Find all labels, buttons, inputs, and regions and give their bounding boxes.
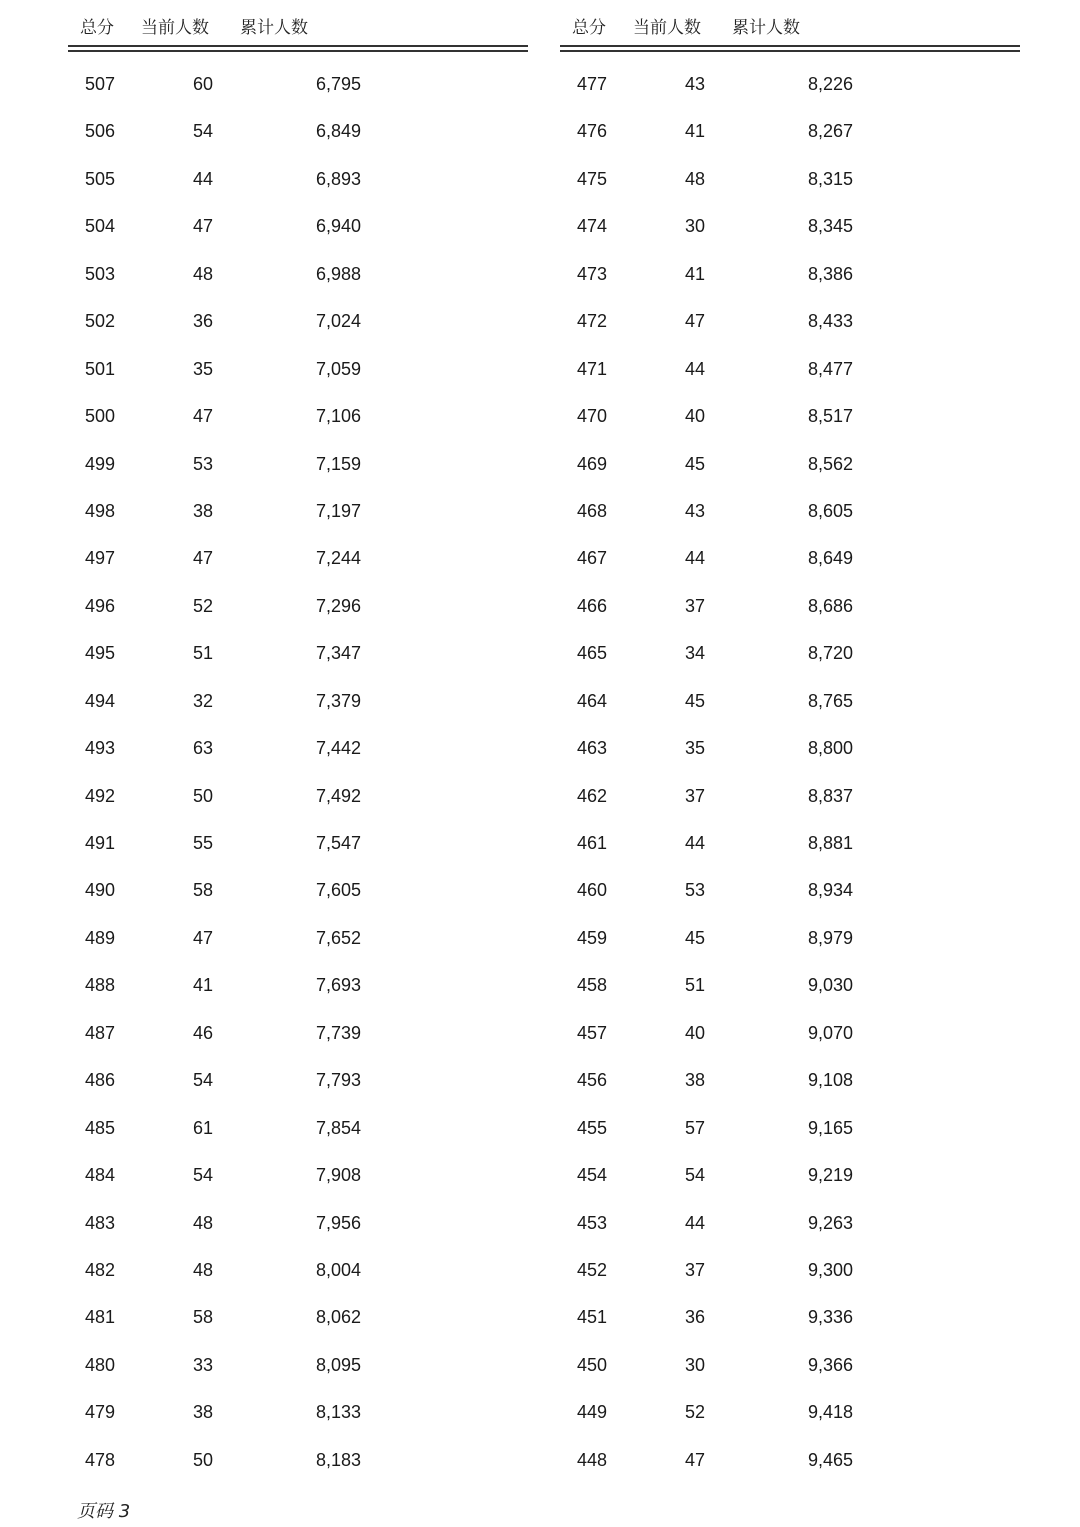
table-row <box>68 1058 528 1105</box>
cell-current-count: 47 <box>684 311 705 332</box>
cell-current-count: 61 <box>192 1117 213 1138</box>
page-number: 页码 3 <box>77 1501 131 1522</box>
cell-cumulative-count: 7,652 <box>315 927 361 948</box>
table-row <box>560 109 1020 156</box>
cell-cumulative-count: 8,062 <box>315 1307 361 1328</box>
header-cumulative-count: 累计人数 <box>240 18 308 38</box>
cell-current-count: 51 <box>192 643 213 664</box>
table-row <box>560 1248 1020 1295</box>
cell-score: 463 <box>577 738 608 759</box>
table-row <box>560 394 1020 441</box>
table-row <box>68 1343 528 1390</box>
cell-score: 505 <box>85 168 116 189</box>
cell-current-count: 37 <box>684 595 705 616</box>
table-row <box>68 109 528 156</box>
cell-current-count: 51 <box>684 975 705 996</box>
table-row <box>68 1153 528 1200</box>
table-row <box>68 1201 528 1248</box>
cell-cumulative-count: 7,908 <box>315 1165 361 1186</box>
table-row <box>68 584 528 631</box>
cell-cumulative-count: 7,197 <box>315 500 361 521</box>
cell-score: 470 <box>577 406 608 427</box>
cell-score: 483 <box>85 1212 116 1233</box>
cell-current-count: 41 <box>684 121 705 142</box>
cell-current-count: 63 <box>192 738 213 759</box>
header-rule-bottom <box>68 50 528 52</box>
cell-current-count: 58 <box>192 880 213 901</box>
cell-current-count: 41 <box>684 263 705 284</box>
cell-cumulative-count: 7,693 <box>315 975 361 996</box>
cell-cumulative-count: 7,793 <box>315 1070 361 1091</box>
header-score: 总分 <box>572 18 606 38</box>
cell-cumulative-count: 9,465 <box>807 1449 853 1470</box>
cell-current-count: 37 <box>684 1259 705 1280</box>
cell-score: 494 <box>85 690 116 711</box>
table-row <box>560 442 1020 489</box>
cell-current-count: 36 <box>192 311 213 332</box>
table-row <box>68 394 528 441</box>
cell-current-count: 37 <box>684 785 705 806</box>
cell-score: 473 <box>577 263 608 284</box>
table-row <box>560 536 1020 583</box>
score-table-right <box>560 0 1020 1470</box>
table-row <box>68 1438 528 1485</box>
cell-cumulative-count: 9,030 <box>807 975 853 996</box>
cell-current-count: 46 <box>192 1022 213 1043</box>
cell-cumulative-count: 9,418 <box>807 1402 853 1423</box>
cell-cumulative-count: 8,095 <box>315 1354 361 1375</box>
table-row <box>560 1058 1020 1105</box>
cell-score: 457 <box>577 1022 608 1043</box>
cell-current-count: 35 <box>684 738 705 759</box>
cell-score: 487 <box>85 1022 116 1043</box>
cell-current-count: 32 <box>192 690 213 711</box>
cell-score: 466 <box>577 595 608 616</box>
table-header <box>68 0 528 44</box>
score-table-left <box>68 0 528 1470</box>
cell-score: 480 <box>85 1354 116 1375</box>
cell-cumulative-count: 7,379 <box>315 690 361 711</box>
table-row <box>68 252 528 299</box>
cell-current-count: 52 <box>684 1402 705 1423</box>
cell-score: 482 <box>85 1259 116 1280</box>
cell-cumulative-count: 6,988 <box>315 263 361 284</box>
table-row <box>560 347 1020 394</box>
cell-cumulative-count: 9,070 <box>807 1022 853 1043</box>
table-row <box>560 916 1020 963</box>
cell-current-count: 47 <box>684 1449 705 1470</box>
cell-cumulative-count: 8,267 <box>807 121 853 142</box>
cell-current-count: 34 <box>684 643 705 664</box>
table-row <box>560 584 1020 631</box>
cell-current-count: 54 <box>192 1070 213 1091</box>
cell-score: 474 <box>577 216 608 237</box>
cell-score: 475 <box>577 168 608 189</box>
cell-cumulative-count: 8,315 <box>807 168 853 189</box>
cell-score: 493 <box>85 738 116 759</box>
cell-current-count: 40 <box>684 406 705 427</box>
cell-current-count: 45 <box>684 453 705 474</box>
cell-cumulative-count: 6,849 <box>315 121 361 142</box>
cell-score: 454 <box>577 1165 608 1186</box>
table-row <box>560 157 1020 204</box>
cell-current-count: 54 <box>192 1165 213 1186</box>
cell-cumulative-count: 7,605 <box>315 880 361 901</box>
cell-score: 460 <box>577 880 608 901</box>
cell-cumulative-count: 6,795 <box>315 74 361 94</box>
cell-cumulative-count: 7,739 <box>315 1022 361 1043</box>
cell-score: 485 <box>85 1117 116 1138</box>
cell-cumulative-count: 8,800 <box>807 738 853 759</box>
cell-cumulative-count: 7,024 <box>315 311 361 332</box>
table-row <box>68 489 528 536</box>
cell-cumulative-count: 7,059 <box>315 358 361 379</box>
cell-cumulative-count: 8,004 <box>315 1259 361 1280</box>
table-row <box>560 1390 1020 1437</box>
cell-score: 465 <box>577 643 608 664</box>
table-row <box>68 1295 528 1342</box>
table-row <box>68 631 528 678</box>
cell-score: 461 <box>577 833 608 853</box>
header-current-count: 当前人数 <box>141 18 209 38</box>
header-rule-bottom <box>560 50 1020 52</box>
cell-current-count: 50 <box>192 1449 213 1470</box>
cell-cumulative-count: 8,686 <box>807 595 853 616</box>
cell-current-count: 47 <box>192 216 213 237</box>
cell-current-count: 45 <box>684 690 705 711</box>
table-row <box>560 1343 1020 1390</box>
table-row <box>68 442 528 489</box>
cell-current-count: 48 <box>684 168 705 189</box>
cell-score: 459 <box>577 927 608 948</box>
cell-score: 492 <box>85 785 116 806</box>
cell-score: 499 <box>85 453 116 474</box>
cell-score: 471 <box>577 358 608 379</box>
cell-current-count: 44 <box>684 833 705 853</box>
cell-score: 501 <box>85 358 116 379</box>
cell-score: 503 <box>85 263 116 284</box>
cell-current-count: 40 <box>684 1022 705 1043</box>
cell-cumulative-count: 8,979 <box>807 927 853 948</box>
cell-score: 498 <box>85 500 116 521</box>
table-row <box>560 1011 1020 1058</box>
cell-score: 472 <box>577 311 608 332</box>
cell-score: 481 <box>85 1307 116 1328</box>
table-row <box>68 1011 528 1058</box>
cell-score: 467 <box>577 548 608 569</box>
cell-cumulative-count: 8,605 <box>807 500 853 521</box>
cell-cumulative-count: 7,347 <box>315 643 361 664</box>
header-cumulative-count: 累计人数 <box>732 18 800 38</box>
cell-current-count: 38 <box>192 1402 213 1423</box>
cell-score: 484 <box>85 1165 116 1186</box>
cell-score: 504 <box>85 216 116 237</box>
cell-current-count: 48 <box>192 1259 213 1280</box>
cell-current-count: 43 <box>684 500 705 521</box>
cell-cumulative-count: 7,296 <box>315 595 361 616</box>
cell-current-count: 35 <box>192 358 213 379</box>
cell-score: 500 <box>85 406 116 427</box>
cell-cumulative-count: 9,336 <box>807 1307 853 1328</box>
table-row <box>68 774 528 821</box>
table-row <box>68 62 528 109</box>
table-row <box>68 963 528 1010</box>
cell-score: 502 <box>85 311 116 332</box>
table-row <box>68 916 528 963</box>
table-row <box>560 726 1020 773</box>
header-rule-top <box>560 45 1020 47</box>
cell-cumulative-count: 9,108 <box>807 1070 853 1091</box>
table-row <box>68 1248 528 1295</box>
cell-current-count: 36 <box>684 1307 705 1328</box>
cell-score: 488 <box>85 975 116 996</box>
cell-score: 448 <box>577 1449 608 1470</box>
table-row <box>560 1106 1020 1153</box>
cell-current-count: 53 <box>192 453 213 474</box>
cell-cumulative-count: 7,442 <box>315 738 361 759</box>
cell-score: 469 <box>577 453 608 474</box>
table-row <box>68 868 528 915</box>
cell-current-count: 30 <box>684 216 705 237</box>
table-row <box>560 489 1020 536</box>
cell-cumulative-count: 7,547 <box>315 833 361 853</box>
table-row <box>560 1295 1020 1342</box>
table-row <box>68 536 528 583</box>
cell-score: 452 <box>577 1259 608 1280</box>
cell-cumulative-count: 8,433 <box>807 311 853 332</box>
header-rule-top <box>68 45 528 47</box>
table-row <box>68 821 528 868</box>
cell-score: 478 <box>85 1449 116 1470</box>
cell-current-count: 38 <box>684 1070 705 1091</box>
cell-cumulative-count: 8,517 <box>807 406 853 427</box>
cell-cumulative-count: 7,159 <box>315 453 361 474</box>
cell-cumulative-count: 8,720 <box>807 643 853 664</box>
cell-current-count: 60 <box>192 74 213 94</box>
cell-score: 458 <box>577 975 608 996</box>
table-row <box>68 1106 528 1153</box>
table-row <box>560 1438 1020 1485</box>
table-row <box>560 62 1020 109</box>
cell-score: 486 <box>85 1070 116 1091</box>
cell-current-count: 30 <box>684 1354 705 1375</box>
cell-score: 451 <box>577 1307 608 1328</box>
cell-current-count: 55 <box>192 833 213 853</box>
cell-current-count: 47 <box>192 927 213 948</box>
cell-cumulative-count: 8,345 <box>807 216 853 237</box>
header-current-count: 当前人数 <box>633 18 701 38</box>
cell-cumulative-count: 8,183 <box>315 1449 361 1470</box>
cell-score: 450 <box>577 1354 608 1375</box>
cell-cumulative-count: 9,366 <box>807 1354 853 1375</box>
cell-score: 507 <box>85 74 116 94</box>
cell-score: 477 <box>577 74 608 94</box>
cell-current-count: 38 <box>192 500 213 521</box>
cell-score: 476 <box>577 121 608 142</box>
cell-cumulative-count: 9,263 <box>807 1212 853 1233</box>
cell-cumulative-count: 8,934 <box>807 880 853 901</box>
cell-cumulative-count: 7,956 <box>315 1212 361 1233</box>
cell-cumulative-count: 9,219 <box>807 1165 853 1186</box>
table-row <box>68 299 528 346</box>
cell-cumulative-count: 8,649 <box>807 548 853 569</box>
cell-current-count: 53 <box>684 880 705 901</box>
cell-current-count: 48 <box>192 263 213 284</box>
table-row <box>68 1390 528 1437</box>
cell-current-count: 48 <box>192 1212 213 1233</box>
cell-current-count: 33 <box>192 1354 213 1375</box>
cell-current-count: 44 <box>684 358 705 379</box>
cell-score: 449 <box>577 1402 608 1423</box>
cell-cumulative-count: 7,244 <box>315 548 361 569</box>
cell-cumulative-count: 8,477 <box>807 358 853 379</box>
cell-score: 453 <box>577 1212 608 1233</box>
cell-score: 506 <box>85 121 116 142</box>
cell-cumulative-count: 8,562 <box>807 453 853 474</box>
cell-score: 495 <box>85 643 116 664</box>
cell-current-count: 43 <box>684 74 705 94</box>
cell-current-count: 44 <box>684 548 705 569</box>
cell-current-count: 50 <box>192 785 213 806</box>
table-row <box>560 868 1020 915</box>
cell-cumulative-count: 8,133 <box>315 1402 361 1423</box>
table-row <box>560 774 1020 821</box>
cell-cumulative-count: 9,300 <box>807 1259 853 1280</box>
cell-current-count: 54 <box>192 121 213 142</box>
cell-cumulative-count: 8,837 <box>807 785 853 806</box>
cell-cumulative-count: 9,165 <box>807 1117 853 1138</box>
table-header <box>560 0 1020 44</box>
cell-cumulative-count: 7,106 <box>315 406 361 427</box>
cell-current-count: 41 <box>192 975 213 996</box>
cell-cumulative-count: 7,492 <box>315 785 361 806</box>
cell-current-count: 44 <box>684 1212 705 1233</box>
table-row <box>560 1153 1020 1200</box>
table-row <box>68 679 528 726</box>
table-row <box>68 204 528 251</box>
cell-score: 455 <box>577 1117 608 1138</box>
cell-score: 489 <box>85 927 116 948</box>
cell-score: 464 <box>577 690 608 711</box>
cell-current-count: 57 <box>684 1117 705 1138</box>
cell-current-count: 47 <box>192 548 213 569</box>
cell-score: 497 <box>85 548 116 569</box>
cell-cumulative-count: 7,854 <box>315 1117 361 1138</box>
table-row <box>560 252 1020 299</box>
cell-score: 456 <box>577 1070 608 1091</box>
table-row <box>560 963 1020 1010</box>
table-row <box>560 679 1020 726</box>
cell-cumulative-count: 8,881 <box>807 833 853 853</box>
cell-score: 462 <box>577 785 608 806</box>
cell-current-count: 54 <box>684 1165 705 1186</box>
cell-current-count: 44 <box>192 168 213 189</box>
table-row <box>68 347 528 394</box>
table-row <box>68 157 528 204</box>
cell-cumulative-count: 8,765 <box>807 690 853 711</box>
table-row <box>68 726 528 773</box>
cell-current-count: 58 <box>192 1307 213 1328</box>
table-row <box>560 299 1020 346</box>
cell-cumulative-count: 8,226 <box>807 74 853 94</box>
cell-cumulative-count: 8,386 <box>807 263 853 284</box>
table-row <box>560 631 1020 678</box>
cell-score: 479 <box>85 1402 116 1423</box>
cell-cumulative-count: 6,940 <box>315 216 361 237</box>
cell-score: 491 <box>85 833 116 853</box>
cell-score: 468 <box>577 500 608 521</box>
cell-score: 490 <box>85 880 116 901</box>
table-body <box>560 62 1020 1485</box>
table-body <box>68 62 528 1485</box>
cell-cumulative-count: 6,893 <box>315 168 361 189</box>
cell-score: 496 <box>85 595 116 616</box>
table-row <box>560 821 1020 868</box>
cell-current-count: 52 <box>192 595 213 616</box>
header-score: 总分 <box>80 18 114 38</box>
cell-current-count: 47 <box>192 406 213 427</box>
table-row <box>560 204 1020 251</box>
cell-current-count: 45 <box>684 927 705 948</box>
table-row <box>560 1201 1020 1248</box>
